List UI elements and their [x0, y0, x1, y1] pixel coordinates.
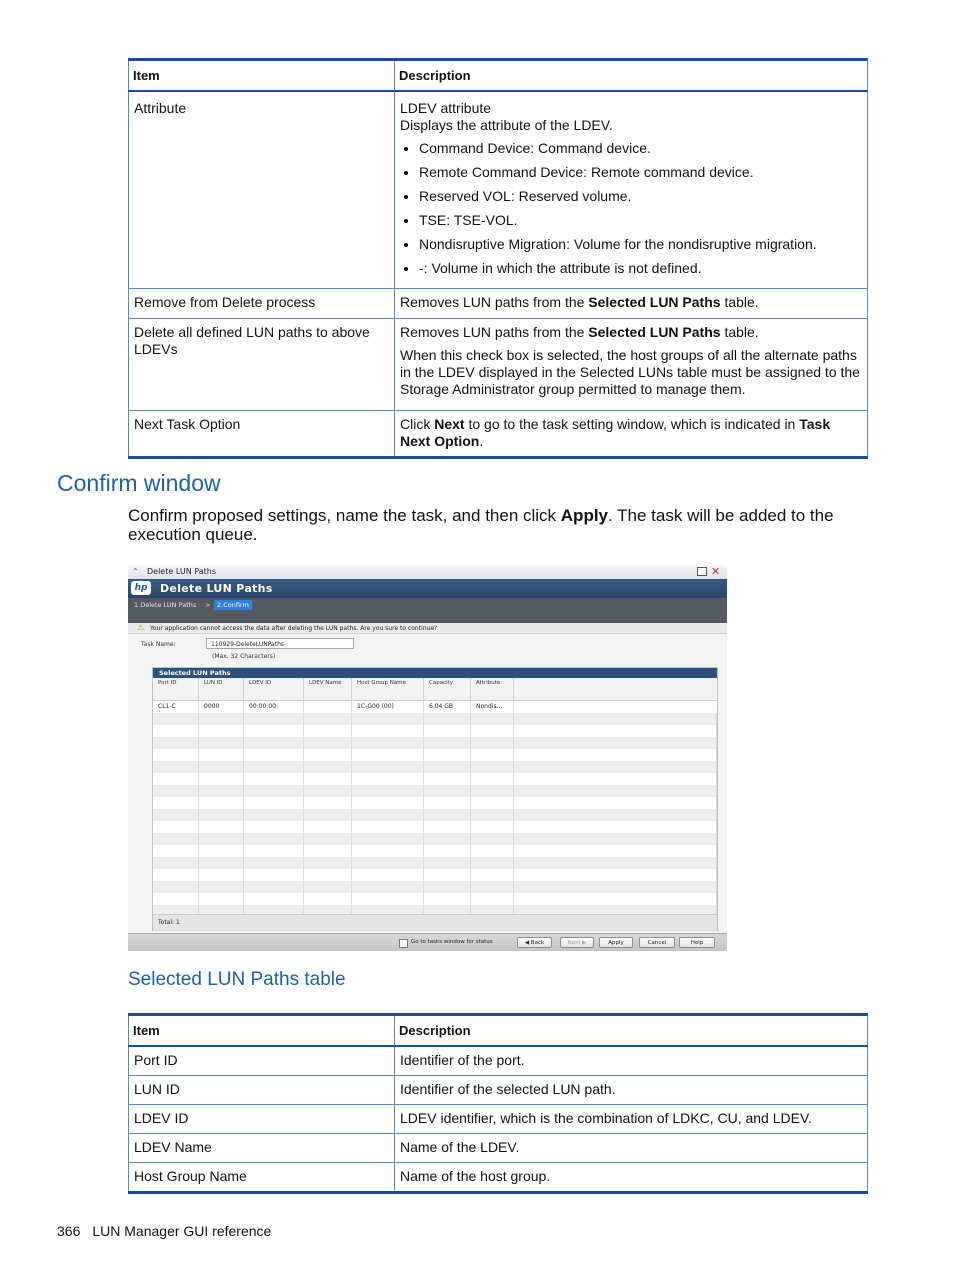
bold-term: Next	[434, 415, 465, 432]
item-cell: Host Group Name	[129, 1163, 395, 1193]
description-cell: Name of the LDEV.	[395, 1134, 868, 1163]
empty-cell	[244, 737, 304, 749]
column-header-ldev-id[interactable]: LDEV ID	[244, 678, 304, 700]
empty-row	[153, 713, 717, 725]
empty-cell	[424, 785, 471, 797]
empty-cell	[424, 869, 471, 881]
table-row	[129, 410, 868, 457]
list-item: • Reserved VOL: Reserved volume.	[419, 188, 862, 205]
table-row	[129, 288, 868, 318]
empty-cell	[153, 833, 199, 845]
grid-footer	[153, 914, 717, 931]
banner-title: Delete LUN Paths	[160, 582, 273, 595]
empty-cell	[514, 797, 717, 809]
empty-cell	[244, 809, 304, 821]
description-line: LDEV attribute	[400, 100, 492, 116]
empty-cell	[244, 725, 304, 737]
empty-cell	[514, 749, 717, 761]
cell-ldev-name	[304, 701, 352, 713]
subsection-heading: Selected LUN Paths table	[128, 969, 346, 990]
empty-cell	[352, 821, 424, 833]
empty-cell	[514, 869, 717, 881]
empty-cell	[304, 893, 352, 905]
empty-cell	[471, 809, 514, 821]
hp-logo-icon: hp	[131, 581, 151, 595]
empty-cell	[153, 737, 199, 749]
empty-cell	[153, 773, 199, 785]
empty-row	[153, 869, 717, 881]
empty-cell	[199, 845, 244, 857]
empty-cell	[352, 713, 424, 725]
empty-cell	[352, 737, 424, 749]
empty-cell	[199, 749, 244, 761]
description-table-top	[128, 58, 868, 459]
empty-cell	[514, 857, 717, 869]
empty-cell	[244, 749, 304, 761]
empty-cell	[471, 761, 514, 773]
text-run: Confirm proposed settings, name the task, and then click	[128, 506, 561, 525]
empty-cell	[153, 821, 199, 833]
item-cell: LDEV ID	[129, 1105, 395, 1134]
empty-cell	[424, 845, 471, 857]
next-button[interactable]: Next ▶	[560, 937, 594, 948]
empty-row	[153, 749, 717, 761]
empty-cell	[514, 737, 717, 749]
table-row	[129, 1163, 868, 1193]
empty-cell	[424, 833, 471, 845]
table-row	[129, 1076, 868, 1105]
item-cell: Remove from Delete process	[129, 288, 395, 318]
bold-term: Selected LUN Paths	[588, 323, 721, 340]
empty-cell	[514, 773, 717, 785]
item-cell: LDEV Name	[129, 1134, 395, 1163]
cell-lun-id: 0000	[199, 701, 244, 713]
empty-cell	[352, 845, 424, 857]
empty-cell	[199, 833, 244, 845]
cell-port-id: CL1-C	[153, 701, 199, 713]
empty-cell	[199, 857, 244, 869]
empty-cell	[199, 737, 244, 749]
attribute-list	[400, 140, 862, 277]
empty-cell	[424, 725, 471, 737]
empty-cell	[304, 857, 352, 869]
description-cell: Name of the host group.	[395, 1163, 868, 1193]
empty-cell	[424, 713, 471, 725]
empty-cell	[199, 893, 244, 905]
empty-cell	[424, 809, 471, 821]
empty-cell	[471, 833, 514, 845]
column-header-lun-id[interactable]: LUN ID	[199, 678, 244, 700]
empty-row	[153, 773, 717, 785]
column-header-item: Item	[129, 1015, 395, 1047]
collapse-icon[interactable]: ⌃	[132, 567, 139, 576]
task-name-hint: (Max. 32 Characters)	[212, 653, 276, 660]
empty-cell	[352, 725, 424, 737]
empty-cell	[424, 737, 471, 749]
empty-row	[153, 725, 717, 737]
empty-cell	[304, 761, 352, 773]
item-cell: Next Task Option	[129, 410, 395, 457]
empty-cell	[514, 821, 717, 833]
warning-icon: ⚠	[137, 623, 145, 632]
list-item: • Command Device: Command device.	[419, 140, 862, 157]
empty-row	[153, 785, 717, 797]
empty-cell	[244, 845, 304, 857]
item-cell: Port ID	[129, 1046, 395, 1076]
empty-cell	[199, 809, 244, 821]
empty-cell	[471, 821, 514, 833]
cell-capacity: 6.04 GB	[424, 701, 471, 713]
cell-ldev-id: 00:00:00	[244, 701, 304, 713]
empty-row	[153, 797, 717, 809]
empty-row	[153, 881, 717, 893]
step-confirm: 2.Confirm	[214, 600, 252, 610]
column-header-capacity[interactable]: Capacity	[424, 678, 471, 700]
back-button[interactable]: ◀ Back	[517, 937, 552, 948]
list-item: • Remote Command Device: Remote command device.	[419, 164, 862, 181]
empty-cell	[471, 713, 514, 725]
empty-cell	[514, 893, 717, 905]
item-cell: LUN ID	[129, 1076, 395, 1105]
empty-cell	[153, 713, 199, 725]
empty-cell	[244, 869, 304, 881]
description-cell	[395, 410, 868, 457]
cell-attribute: Nondis...	[471, 701, 514, 713]
empty-cell	[199, 713, 244, 725]
footer-text: LUN Manager GUI reference	[92, 1223, 272, 1239]
empty-row	[153, 809, 717, 821]
empty-cell	[471, 725, 514, 737]
text-run: table.	[720, 323, 759, 340]
warning-bar	[128, 623, 727, 634]
step-delete-lun-paths: 1.Delete LUN Paths	[134, 601, 197, 609]
task-name-input[interactable]: 110929-DeleteLUNPaths	[206, 638, 354, 649]
empty-cell	[471, 869, 514, 881]
column-header-ldev-name[interactable]: LDEV Name	[304, 678, 352, 700]
selected-lun-paths-table	[128, 1013, 868, 1194]
empty-cell	[244, 881, 304, 893]
empty-cell	[244, 713, 304, 725]
empty-cell	[352, 893, 424, 905]
table-row	[129, 318, 868, 410]
empty-cell	[304, 869, 352, 881]
empty-row	[153, 893, 717, 905]
empty-cell	[244, 893, 304, 905]
button-bar	[128, 933, 727, 951]
column-header-description: Description	[395, 1015, 868, 1047]
text-run: Click	[400, 415, 435, 432]
column-header-attribute[interactable]: Attribute	[471, 678, 514, 700]
empty-cell	[244, 761, 304, 773]
empty-cell	[199, 785, 244, 797]
empty-cell	[244, 785, 304, 797]
empty-cell	[153, 893, 199, 905]
empty-cell	[153, 857, 199, 869]
description-cell	[395, 288, 868, 318]
description-cell: Identifier of the selected LUN path.	[395, 1076, 868, 1105]
cell-host-group-name: 1C-G00 (00)	[352, 701, 424, 713]
warning-text: Your application cannot access the data after deleting the LUN paths. Are you sure to continue?	[150, 625, 438, 632]
empty-cell	[244, 797, 304, 809]
cancel-button[interactable]: Cancel	[639, 937, 675, 948]
column-header-item: Item	[129, 60, 395, 92]
empty-row	[153, 857, 717, 869]
total-count: Total: 1	[158, 919, 180, 926]
grid-title-bar	[153, 668, 717, 678]
empty-cell	[304, 833, 352, 845]
empty-cell	[471, 773, 514, 785]
description-line: Displays the attribute of the LDEV.	[400, 117, 613, 133]
empty-cell	[352, 857, 424, 869]
description-cell	[395, 91, 868, 288]
text-run: . The task will be added to the execution queue.	[128, 506, 834, 544]
empty-cell	[153, 797, 199, 809]
empty-cell	[514, 713, 717, 725]
empty-cell	[304, 737, 352, 749]
text-run: Removes LUN paths from the	[400, 293, 589, 310]
maximize-icon[interactable]	[697, 567, 707, 576]
empty-cell	[471, 845, 514, 857]
text-run: Removes LUN paths from the	[400, 323, 589, 340]
close-icon[interactable]: ✕	[711, 565, 721, 578]
bold-term: Selected LUN Paths	[588, 293, 721, 310]
empty-cell	[352, 773, 424, 785]
empty-cell	[304, 809, 352, 821]
empty-cell	[244, 821, 304, 833]
column-header-description: Description	[395, 60, 868, 92]
empty-cell	[471, 797, 514, 809]
empty-cell	[199, 725, 244, 737]
empty-cell	[304, 845, 352, 857]
text-run: to go to the task setting window, which is indicated in	[464, 415, 800, 432]
empty-cell	[244, 773, 304, 785]
wizard-steps	[128, 598, 727, 623]
empty-cell	[153, 749, 199, 761]
empty-cell	[424, 797, 471, 809]
empty-cell	[352, 881, 424, 893]
description-cell: Identifier of the port.	[395, 1046, 868, 1076]
empty-cell	[153, 785, 199, 797]
empty-cell	[153, 869, 199, 881]
selected-lun-paths-grid	[152, 667, 718, 931]
empty-cell	[471, 749, 514, 761]
empty-cell	[304, 797, 352, 809]
empty-cell	[153, 725, 199, 737]
empty-cell	[514, 761, 717, 773]
empty-cell	[153, 845, 199, 857]
empty-row	[153, 821, 717, 833]
empty-cell	[199, 869, 244, 881]
empty-cell	[424, 773, 471, 785]
empty-cell	[304, 749, 352, 761]
page-number: 366	[57, 1223, 81, 1239]
empty-cell	[199, 881, 244, 893]
text-run: .	[479, 432, 484, 449]
window-titlebar	[128, 565, 727, 580]
window-title: Delete LUN Paths	[147, 567, 217, 576]
empty-cell	[514, 845, 717, 857]
table-row[interactable]	[153, 701, 717, 713]
confirm-window-screenshot	[128, 565, 727, 951]
page-footer	[57, 1223, 271, 1239]
bold-term: Apply	[560, 506, 609, 525]
empty-cell	[244, 833, 304, 845]
table-row	[129, 1105, 868, 1134]
task-name-label: Task Name:	[141, 641, 176, 648]
empty-row	[153, 737, 717, 749]
empty-cell	[514, 725, 717, 737]
table-row	[129, 91, 868, 288]
empty-cell	[424, 761, 471, 773]
empty-cell	[304, 773, 352, 785]
empty-cell	[471, 737, 514, 749]
empty-cell	[199, 821, 244, 833]
description-cell: LDEV identifier, which is the combination of LDKC, CU, and LDEV.	[395, 1105, 868, 1134]
empty-cell	[471, 785, 514, 797]
empty-cell	[304, 785, 352, 797]
empty-cell	[304, 725, 352, 737]
empty-cell	[352, 869, 424, 881]
empty-cell	[424, 893, 471, 905]
empty-cell	[244, 857, 304, 869]
empty-cell	[352, 761, 424, 773]
empty-cell	[352, 809, 424, 821]
empty-cell	[514, 881, 717, 893]
empty-cell	[424, 857, 471, 869]
table-row	[129, 1134, 868, 1163]
empty-cell	[199, 773, 244, 785]
empty-cell	[352, 833, 424, 845]
help-button[interactable]: Help	[679, 937, 715, 948]
empty-cell	[424, 749, 471, 761]
description-cell	[395, 318, 868, 410]
go-to-tasks-label: Go to tasks window for status	[411, 939, 493, 945]
empty-row	[153, 761, 717, 773]
empty-cell	[199, 761, 244, 773]
column-header-host-group-name[interactable]: Host Group Name	[352, 678, 424, 700]
list-item: • Nondisruptive Migration: Volume for the nondisruptive migration.	[419, 236, 862, 253]
empty-cell	[424, 821, 471, 833]
column-header-port-id[interactable]: Port ID	[153, 678, 199, 700]
text-run: table.	[720, 293, 759, 310]
section-body	[128, 506, 858, 544]
item-cell: Delete all defined LUN paths to above LDEVs	[129, 318, 395, 410]
empty-cell	[304, 881, 352, 893]
section-heading: Confirm window	[57, 470, 221, 496]
empty-row	[153, 833, 717, 845]
empty-cell	[514, 833, 717, 845]
empty-cell	[199, 797, 244, 809]
item-cell: Attribute	[129, 91, 395, 288]
empty-cell	[352, 749, 424, 761]
empty-cell	[153, 761, 199, 773]
table-row	[129, 1046, 868, 1076]
empty-cell	[153, 809, 199, 821]
list-item: • -: Volume in which the attribute is not defined.	[419, 260, 862, 277]
list-item: • TSE: TSE-VOL.	[419, 212, 862, 229]
empty-cell	[471, 857, 514, 869]
step-separator: >	[205, 601, 211, 609]
empty-cell	[471, 893, 514, 905]
apply-button[interactable]: Apply	[599, 937, 633, 948]
empty-cell	[514, 809, 717, 821]
bold-term: Task Next Option	[400, 415, 831, 449]
grid-title: Selected LUN Paths	[159, 669, 231, 677]
empty-cell	[352, 797, 424, 809]
empty-cell	[471, 881, 514, 893]
empty-cell	[352, 785, 424, 797]
go-to-tasks-checkbox[interactable]	[399, 939, 408, 948]
empty-cell	[304, 713, 352, 725]
grid-header	[153, 678, 717, 701]
empty-cell	[153, 881, 199, 893]
dialog-banner	[128, 579, 727, 598]
empty-cell	[304, 821, 352, 833]
empty-cell	[514, 785, 717, 797]
empty-cell	[424, 881, 471, 893]
description-paragraph: When this check box is selected, the host groups of all the alternate paths in the LDEV displayed in the Selected LUNs table must be assigned to the Storage Administrator group permitted to manage them.	[400, 346, 860, 397]
empty-row	[153, 845, 717, 857]
